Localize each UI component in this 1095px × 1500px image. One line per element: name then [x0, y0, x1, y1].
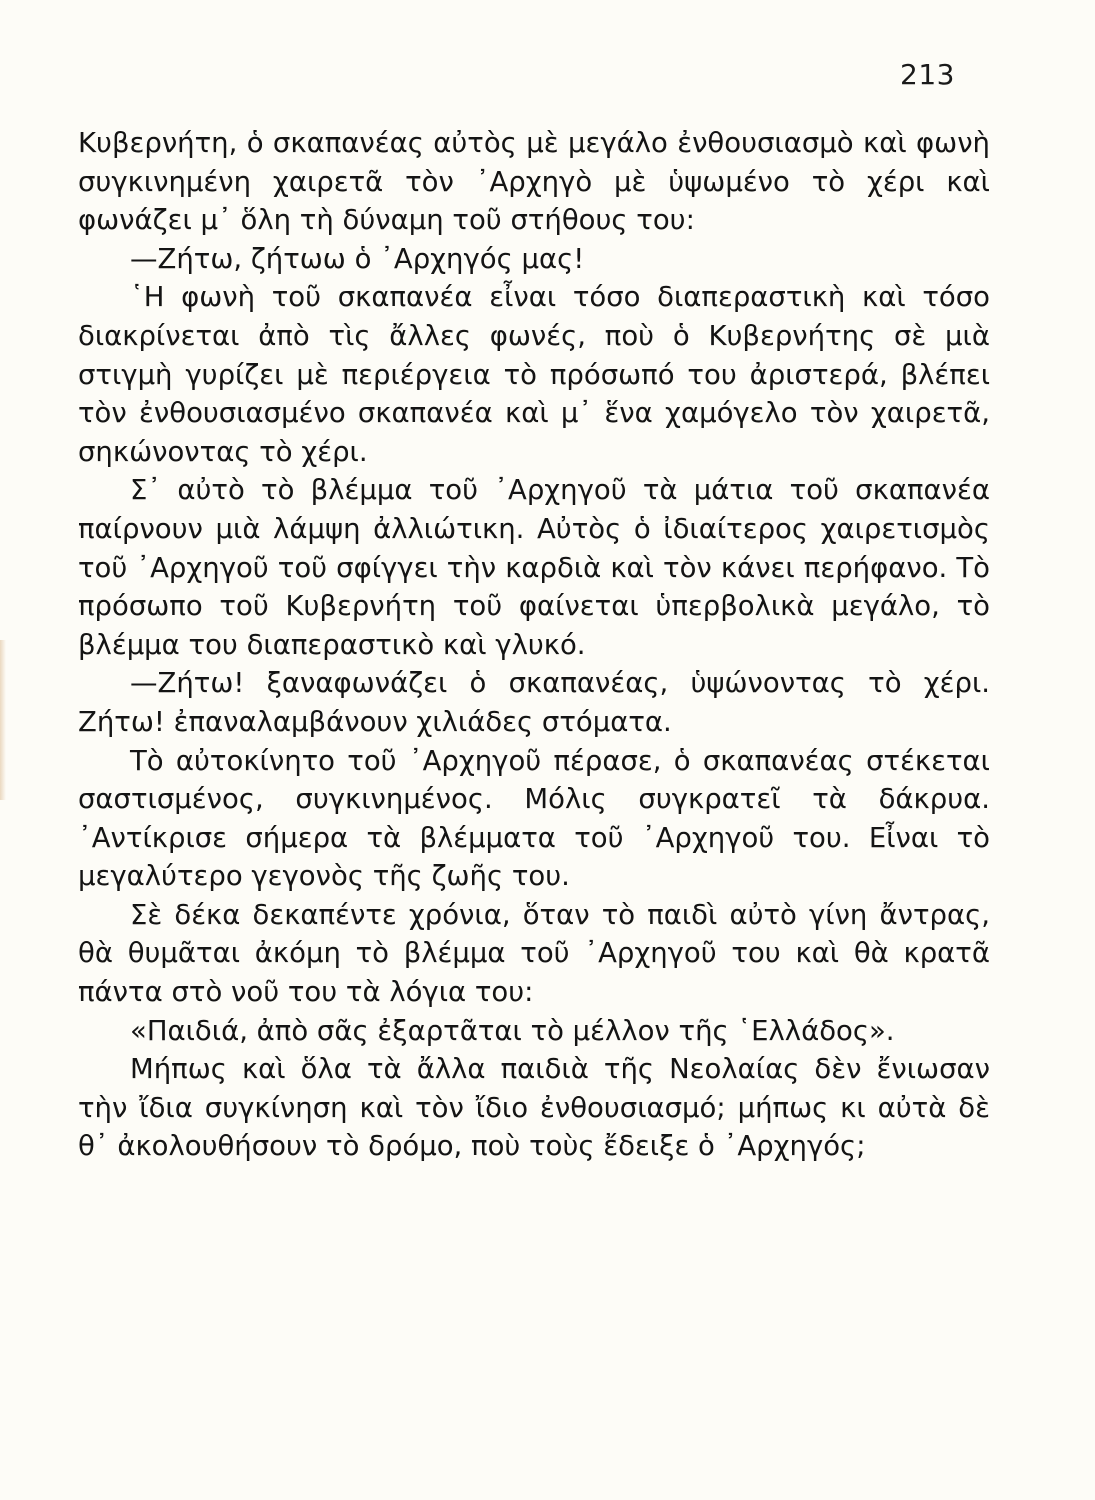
paragraph-8-quote: «Παιδιά, ἀπὸ σᾶς ἐξαρτᾶται τὸ μέλλον τῆς ῾Ελλάδος». [130, 1014, 895, 1047]
paragraph-5: —Ζήτω! ξαναφωνάζει ὁ σκαπανέας, ὑψώνοντας τὸ χέρι. Ζήτω! ἐπαναλαμβάνουν χιλιάδες στόματα. [78, 667, 990, 738]
page-number: 213 [900, 58, 955, 91]
page-stain [0, 640, 6, 800]
paragraph-6: Τὸ αὐτοκίνητο τοῦ ᾿Αρχηγοῦ πέρασε, ὁ σκαπανέας στέκεται σαστισμένος, συγκινημένος. Μόλις συγκρατεῖ τὰ δάκρυα. ᾿Αντίκρισε σήμερα τὰ βλέμματα τοῦ ᾿Αρχηγοῦ του. Εἶναι τὸ μεγαλύτερο γεγονὸς τῆς ζωῆς του. [78, 744, 990, 893]
body-text [78, 124, 990, 1166]
paragraph-4: Σ᾿ αὐτὸ τὸ βλέμμα τοῦ ᾿Αρχηγοῦ τὰ μάτια τοῦ σκαπανέα παίρνουν μιὰ λάμψη ἀλλιώτικη. Αὐτὸς ὁ ἰδιαίτερος χαιρετισμὸς τοῦ ᾿Αρχηγοῦ τοῦ σφίγγει τὴν καρδιὰ καὶ τὸν κάνει περήφανο. Τὸ πρόσωπο τοῦ Κυβερνήτη τοῦ φαίνεται ὑπερβολικὰ μεγάλο, τὸ βλέμμα του διαπεραστικὸ καὶ γλυκό. [78, 474, 990, 661]
paragraph-9: Μήπως καὶ ὅλα τὰ ἄλλα παιδιὰ τῆς Νεολαίας δὲν ἔνιωσαν τὴν ἴδια συγκίνηση καὶ τὸν ἴδιο ἐνθουσιασμό; μήπως κι αὐτὰ δὲ θ᾿ ἀκολουθήσουν τὸ δρόμο, ποὺ τοὺς ἔδειξε ὁ ᾿Αρχηγός; [78, 1053, 990, 1163]
paragraph-1: Κυβερνήτη, ὁ σκαπανέας αὐτὸς μὲ μεγάλο ἐνθουσιασμὸ καὶ φωνὴ συγκινημένη χαιρετᾶ τὸν ᾿Αρχηγὸ μὲ ὑψωμένο τὸ χέρι καὶ φωνάζει μ᾿ ὅλη τὴ δύναμη τοῦ στήθους του: [78, 127, 990, 237]
paragraph-3: ῾Η φωνὴ τοῦ σκαπανέα εἶναι τόσο διαπεραστικὴ καὶ τόσο διακρίνεται ἀπὸ τὶς ἄλλες φωνές, ποὺ ὁ Κυβερνήτης σὲ μιὰ στιγμὴ γυρίζει μὲ περιέργεια τὸ πρόσωπό του ἀριστερά, βλέπει τὸν ἐνθουσιασμένο σκαπανέα καὶ μ᾿ ἕνα χαμόγελο τὸν χαιρετᾶ, σηκώνοντας τὸ χέρι. [78, 281, 990, 468]
paragraph-7: Σὲ δέκα δεκαπέντε χρόνια, ὅταν τὸ παιδὶ αὐτὸ γίνη ἄντρας, θὰ θυμᾶται ἀκόμη τὸ βλέμμα τοῦ ᾿Αρχηγοῦ του καὶ θὰ κρατᾶ πάντα στὸ νοῦ του τὰ λόγια του: [78, 898, 990, 1009]
paragraph-2: —Ζήτω, ζήτωω ὁ ᾿Αρχηγός μας! [130, 242, 585, 275]
